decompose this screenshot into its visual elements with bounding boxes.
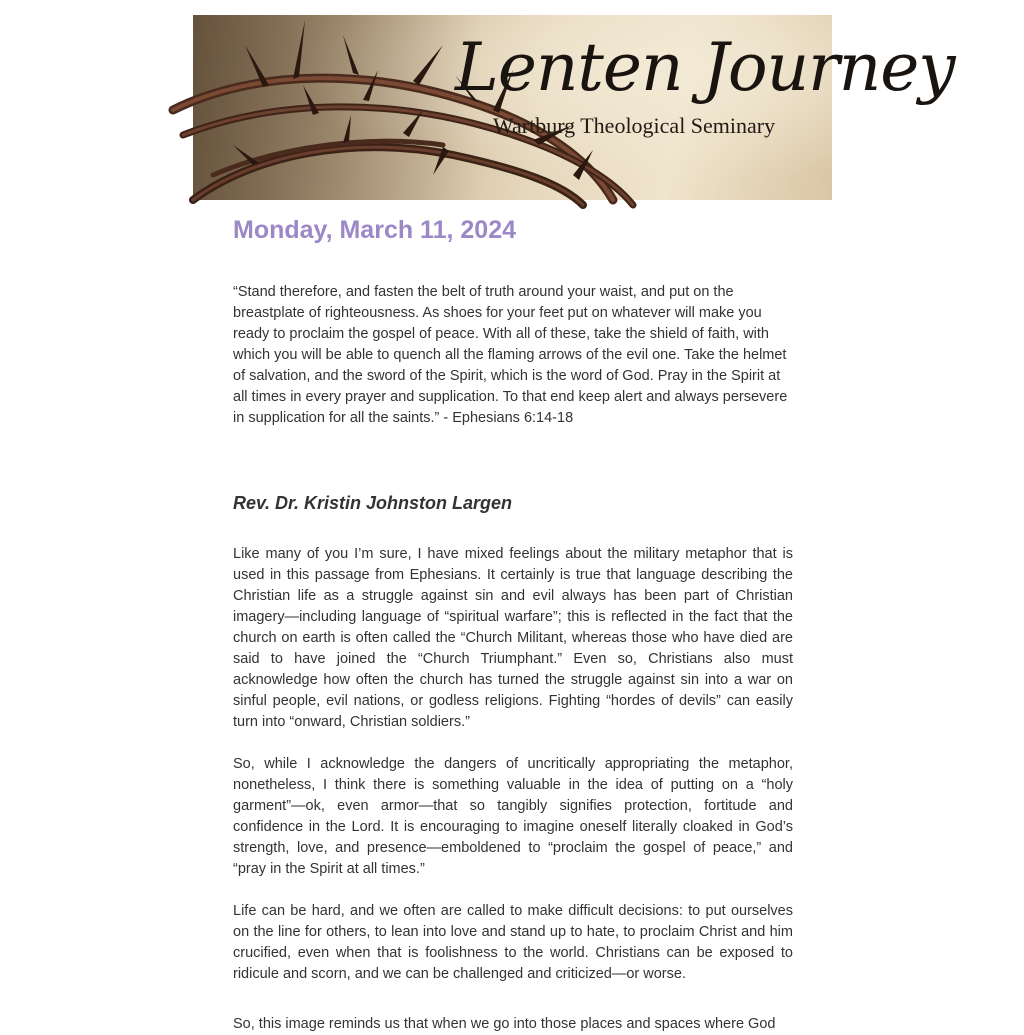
devotional-content [233, 200, 793, 1035]
reflection-paragraph: Life can be hard, and we often are called to make difficult decisions: to put ourselves on the line for others, to lean into love and stand up to hate, to proclaim Christ and him crucified, even when that is foolishness to the world. Christians can be exposed to ridicule and scorn, and we can be challenged and criticized—or worse. [233, 903, 793, 982]
scripture-passage: “Stand therefore, and fasten the belt of truth around your waist, and put on the breastplate of righteousness. As shoes for your feet put on whatever will make you ready to proclaim the gospel of peace. With all of these, take the shield of faith, with which you will be able to quench all the flaming arrows of the evil one. Take the helmet of salvation, and the sword of the Spirit, which is the word of God. Pray in the Spirit at all times in every prayer and supplication. To that end keep alert and always persevere in supplication for all the saints.” - Ephesians 6:14-18 [233, 284, 788, 426]
devotional-date: Monday, March 11, 2024 [233, 216, 516, 244]
author-name: Rev. Dr. Kristin Johnston Largen [233, 493, 513, 513]
reflection-paragraph: So, this image reminds us that when we go into those places and spaces where God [233, 1016, 776, 1032]
reflection-paragraph: Like many of you I’m sure, I have mixed feelings about the military metaphor that is used in this passage from Ephesians. It certainly is true that language describing the Christian life as a struggle against sin and evil always has been part of Christian imagery—including language of “spiritual warfare”; this is reflected in the fact that the church on earth is often called the “Church Militant, whereas those who have died are said to have joined the “Church Triumphant.” Even so, Christians also must acknowledge how often the church has turned the struggle against sin into a war on sinful people, evil nations, or godless religions. Fighting “hordes of devils” can easily turn into “onward, Christian soldiers.” [233, 546, 793, 730]
lenten-journey-banner [193, 15, 955, 200]
banner-subtitle: Wartburg Theological Seminary [493, 113, 776, 138]
banner-title: Lenten Journey [455, 29, 955, 106]
reflection-paragraph: So, while I acknowledge the dangers of uncritically appropriating the metaphor, nonetheless, I think there is something valuable in the idea of putting on a “holy garment”—ok, even armor—that so tangibly signifies protection, fortitude and confidence in the Lord. It is encouraging to imagine oneself literally cloaked in God’s strength, love, and presence—emboldened to “proclaim the gospel of peace,” and “pray in the Spirit at all times.” [233, 756, 793, 877]
